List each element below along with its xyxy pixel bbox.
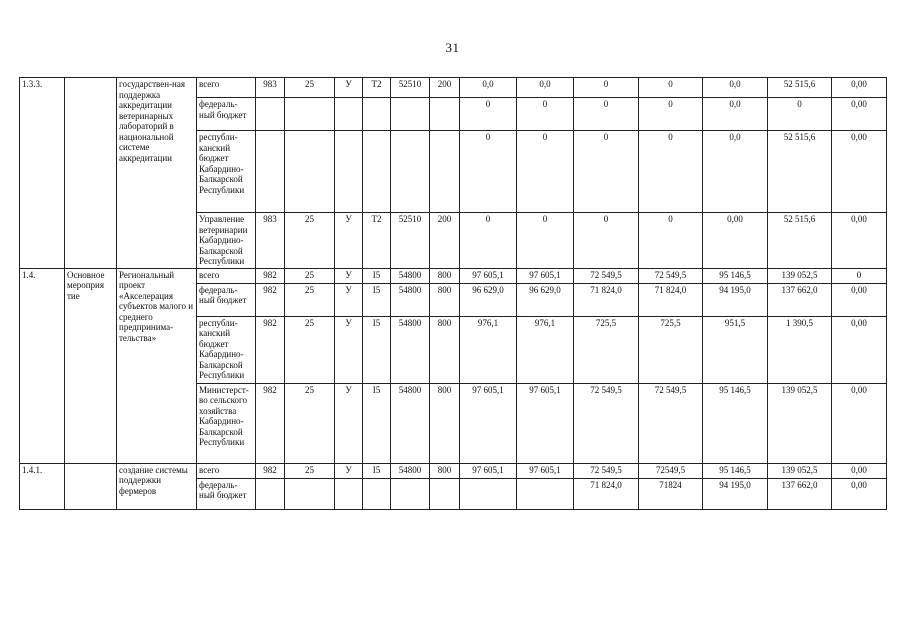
code-section: 25 [285, 268, 335, 283]
item-name: создание системы поддержки фермеров [117, 463, 197, 509]
value-3: 72 549,5 [574, 268, 639, 283]
value-6: 52 515,6 [768, 131, 832, 213]
value-2: 0 [517, 213, 574, 269]
code-project: I5 [363, 383, 391, 463]
code-project: Т2 [363, 78, 391, 98]
code-expense: 800 [430, 316, 460, 383]
value-2: 96 629,0 [517, 283, 574, 316]
code-grbs: 983 [256, 78, 285, 98]
funding-source: всего [197, 268, 256, 283]
value-4: 71824 [639, 478, 703, 509]
table-row [20, 78, 887, 98]
funding-source: всего [197, 463, 256, 478]
value-2: 97 605,1 [517, 463, 574, 478]
code-program: У [335, 78, 363, 98]
value-1 [460, 478, 517, 509]
value-3: 0 [574, 213, 639, 269]
value-5: 0,0 [703, 98, 768, 131]
code-expense [430, 131, 460, 213]
value-2: 97 605,1 [517, 383, 574, 463]
value-3: 725,5 [574, 316, 639, 383]
budget-table [19, 77, 887, 510]
code-section: 25 [285, 463, 335, 478]
value-1: 96 629,0 [460, 283, 517, 316]
value-4: 0 [639, 213, 703, 269]
value-4: 0 [639, 131, 703, 213]
value-5: 0,0 [703, 78, 768, 98]
code-section: 25 [285, 78, 335, 98]
code-expense: 200 [430, 78, 460, 98]
value-3: 71 824,0 [574, 283, 639, 316]
value-4: 71 824,0 [639, 283, 703, 316]
code-expense: 800 [430, 283, 460, 316]
item-number: 1.4.1. [20, 463, 65, 509]
code-program: У [335, 213, 363, 269]
event-type [65, 463, 117, 509]
code-direction: 52510 [391, 213, 430, 269]
value-5: 0,00 [703, 213, 768, 269]
code-grbs: 982 [256, 316, 285, 383]
code-grbs [256, 98, 285, 131]
value-7: 0,00 [832, 383, 887, 463]
code-direction: 52510 [391, 78, 430, 98]
code-grbs: 983 [256, 213, 285, 269]
code-expense: 800 [430, 268, 460, 283]
code-expense: 200 [430, 213, 460, 269]
value-1: 976,1 [460, 316, 517, 383]
funding-source: всего [197, 78, 256, 98]
code-project: Т2 [363, 213, 391, 269]
value-5: 951,5 [703, 316, 768, 383]
code-project: I5 [363, 268, 391, 283]
code-grbs [256, 131, 285, 213]
value-3: 72 549,5 [574, 383, 639, 463]
value-4: 72549,5 [639, 463, 703, 478]
code-project: I5 [363, 316, 391, 383]
table-row [20, 268, 887, 283]
code-program [335, 98, 363, 131]
value-6: 1 390,5 [768, 316, 832, 383]
code-program [335, 478, 363, 509]
code-program: У [335, 268, 363, 283]
code-project [363, 478, 391, 509]
value-6: 139 052,5 [768, 383, 832, 463]
value-4: 725,5 [639, 316, 703, 383]
item-name: государствен-ная поддержка аккредитации ветеринарных лабораторий в национальной системе аккредитации [117, 78, 197, 269]
code-grbs: 982 [256, 383, 285, 463]
value-6: 0 [768, 98, 832, 131]
value-6: 137 662,0 [768, 283, 832, 316]
code-program: У [335, 283, 363, 316]
code-section [285, 478, 335, 509]
funding-source: Управление ветеринарии Кабардино-Балкарской Республики [197, 213, 256, 269]
value-1: 97 605,1 [460, 383, 517, 463]
code-program: У [335, 463, 363, 478]
code-expense: 800 [430, 383, 460, 463]
code-expense: 800 [430, 463, 460, 478]
value-4: 72 549,5 [639, 383, 703, 463]
value-6: 139 052,5 [768, 268, 832, 283]
value-7: 0,00 [832, 98, 887, 131]
value-3: 0 [574, 78, 639, 98]
value-7: 0 [832, 268, 887, 283]
item-name: Региональный проект «Акселерация субъектов малого и среднего предпринима-тельства» [117, 268, 197, 463]
funding-source: федераль-ный бюджет [197, 283, 256, 316]
code-program: У [335, 383, 363, 463]
value-3: 72 549,5 [574, 463, 639, 478]
value-5: 94 195,0 [703, 283, 768, 316]
value-4: 0 [639, 78, 703, 98]
code-section: 25 [285, 316, 335, 383]
value-2: 0 [517, 131, 574, 213]
value-3: 71 824,0 [574, 478, 639, 509]
value-5: 94 195,0 [703, 478, 768, 509]
value-2: 0 [517, 98, 574, 131]
code-section [285, 98, 335, 131]
code-direction: 54800 [391, 383, 430, 463]
code-direction: 54800 [391, 316, 430, 383]
code-project: I5 [363, 283, 391, 316]
funding-source: федераль-ный бюджет [197, 478, 256, 509]
funding-source: республи-канский бюджет Кабардино-Балкарской Республики [197, 131, 256, 213]
value-2 [517, 478, 574, 509]
value-5: 95 146,5 [703, 463, 768, 478]
code-grbs: 982 [256, 268, 285, 283]
value-6: 139 052,5 [768, 463, 832, 478]
funding-source: Министерст-во сельского хозяйства Кабардино-Балкарской Республики [197, 383, 256, 463]
value-7: 0,00 [832, 478, 887, 509]
event-type: Основное мероприя тие [65, 268, 117, 463]
code-grbs: 982 [256, 463, 285, 478]
code-project [363, 98, 391, 131]
value-3: 0 [574, 98, 639, 131]
code-direction [391, 98, 430, 131]
item-number: 1.4. [20, 268, 65, 463]
code-section: 25 [285, 383, 335, 463]
value-1: 0,0 [460, 78, 517, 98]
value-1: 0 [460, 213, 517, 269]
value-6: 52 515,6 [768, 213, 832, 269]
value-4: 0 [639, 98, 703, 131]
value-1: 0 [460, 98, 517, 131]
code-direction [391, 131, 430, 213]
code-grbs: 982 [256, 283, 285, 316]
value-6: 137 662,0 [768, 478, 832, 509]
value-7: 0,00 [832, 316, 887, 383]
code-section [285, 131, 335, 213]
code-expense [430, 98, 460, 131]
code-expense [430, 478, 460, 509]
value-7: 0,00 [832, 131, 887, 213]
funding-source: федераль-ный бюджет [197, 98, 256, 131]
value-7: 0,00 [832, 463, 887, 478]
value-7: 0,00 [832, 213, 887, 269]
code-grbs [256, 478, 285, 509]
code-section: 25 [285, 283, 335, 316]
code-section: 25 [285, 213, 335, 269]
item-number: 1.3.3. [20, 78, 65, 269]
code-direction [391, 478, 430, 509]
value-1: 0 [460, 131, 517, 213]
value-2: 97 605,1 [517, 268, 574, 283]
value-4: 72 549,5 [639, 268, 703, 283]
funding-source: республи-канский бюджет Кабардино-Балкарской Республики [197, 316, 256, 383]
code-direction: 54800 [391, 463, 430, 478]
code-program: У [335, 316, 363, 383]
value-6: 52 515,6 [768, 78, 832, 98]
table-row [20, 463, 887, 478]
value-5: 0,0 [703, 131, 768, 213]
value-1: 97 605,1 [460, 463, 517, 478]
value-7: 0,00 [832, 283, 887, 316]
code-project [363, 131, 391, 213]
page-number: 31 [445, 40, 460, 55]
code-direction: 54800 [391, 283, 430, 316]
code-program [335, 131, 363, 213]
event-type [65, 78, 117, 269]
value-1: 97 605,1 [460, 268, 517, 283]
value-2: 0,0 [517, 78, 574, 98]
code-project: I5 [363, 463, 391, 478]
value-5: 95 146,5 [703, 268, 768, 283]
value-2: 976,1 [517, 316, 574, 383]
value-3: 0 [574, 131, 639, 213]
value-5: 95 146,5 [703, 383, 768, 463]
code-direction: 54800 [391, 268, 430, 283]
value-7: 0,00 [832, 78, 887, 98]
